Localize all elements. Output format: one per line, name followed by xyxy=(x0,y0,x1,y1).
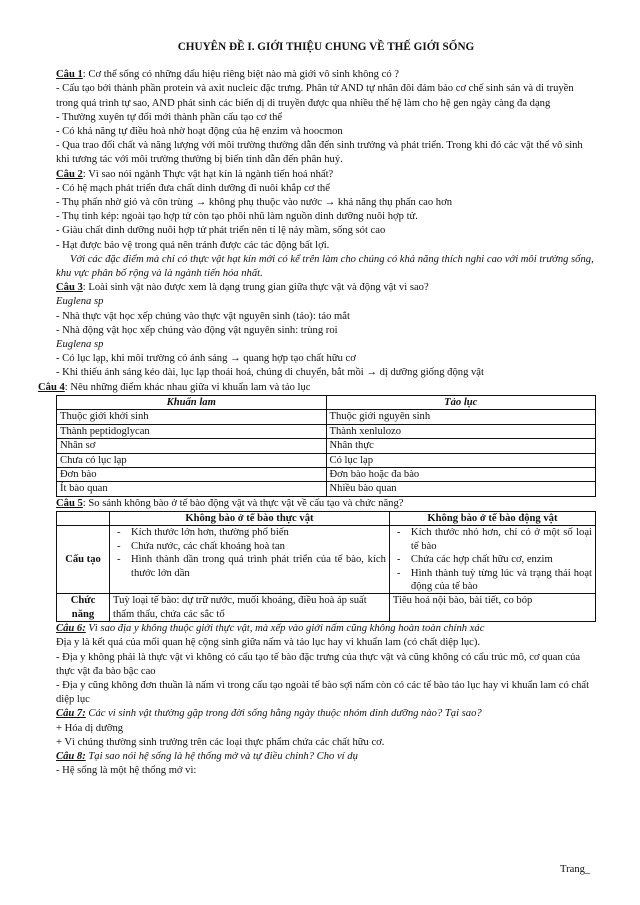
question-text: : Nêu những điểm khác nhau giữa vi khuẩn lam và tảo lục xyxy=(64,381,311,393)
question-text: : Vì sao nói ngành Thực vật hạt kín là ngành tiến hoá nhất? xyxy=(82,168,334,180)
answer-line: - Địa y cũng không đơn thuần là nấm vì trong cấu tạo ngoài tế bào sợi nấm còn có các tế bào tảo lục hay vi khuẩn lam có chất diệp lục xyxy=(56,679,590,706)
table-cell: Thành xenlulozo xyxy=(326,424,596,438)
question-label: Câu 1 xyxy=(56,69,83,81)
table-cell: Thuộc giới khởi sinh xyxy=(57,410,327,424)
answer-line: - Thụ tinh kép: ngoài tạo hợp tử còn tạo phôi nhũ làm nguồn dinh dưỡng nuôi hợp tử. xyxy=(56,211,418,223)
answer-line: + Vì chúng thường sinh trưởng trên các loại thực phẩm chứa các chất hữu cơ. xyxy=(56,736,385,748)
table-cell: Nhân sơ xyxy=(57,439,327,453)
answer-line: - Nhà động vật học xếp chúng vào động vật nguyên sinh: trùng roi xyxy=(56,324,338,336)
row-label: Cấu tạo xyxy=(57,526,110,594)
table-cell: Thuộc giới nguyên sinh xyxy=(326,410,596,424)
answer-line: - Có lục lạp, khi môi trường có ánh sáng → quang hợp tạo chất hữu cơ xyxy=(56,353,356,365)
table-row xyxy=(57,453,596,467)
answer-line: - Hạt được bảo vệ trong quả nên tránh được các tác động bất lợi. xyxy=(56,239,330,251)
question-text: Các vi sinh vật thường gặp trong đời sống hằng ngày thuộc nhóm dinh dưỡng nào? Tại sao? xyxy=(85,708,482,720)
answer-line: - Thụ phấn nhờ gió và côn trùng → không phụ thuộc vào nước → khả năng thụ phấn cao hơn xyxy=(56,197,453,209)
bullet-list xyxy=(393,526,592,593)
table-header-row xyxy=(57,511,596,525)
answer-line: - Có khả năng tự điều hoà nhờ hoạt động của hệ enzim và hoocmon xyxy=(56,126,343,138)
question-text: : Loài sinh vật nào được xem là dạng trung gian giữa thực vật và động vật vì sao? xyxy=(82,282,429,294)
page-footer: Trang_ xyxy=(560,864,591,875)
table-cell: Chưa có lục lạp xyxy=(57,453,327,467)
table-cell xyxy=(389,526,595,594)
table-cell: Nhân thực xyxy=(326,439,596,453)
comparison-table-1 xyxy=(56,395,596,497)
table-header xyxy=(57,511,110,525)
question-label: Câu 4 xyxy=(38,381,65,393)
question-3 xyxy=(56,281,596,295)
table-row xyxy=(57,410,596,424)
question-text: : Cơ thể sống có những dấu hiệu riêng biệt nào mà giới vô sinh không có ? xyxy=(82,69,399,81)
document-page xyxy=(38,40,596,778)
list-item: - Kích thước nhỏ hơn, chỉ có ở một số loại tế bào xyxy=(411,526,592,553)
table-cell: Đơn bào hoặc đa bào xyxy=(326,467,596,481)
answer-line: - Cấu tạo bởi thành phần protein và axit nucleic đặc trưng. Phân tử AND tự nhân đôi đảm bảo cơ chế sinh sản và di truyền trong quá trình tự sao, AND phát sinh các biến dị di truyền được qua nhiều thế hệ làm cho hệ gen ngày càng đa dạng xyxy=(56,83,574,109)
comparison-table-2 xyxy=(56,511,596,622)
list-item: - Chứa các hợp chất hữu cơ, enzim xyxy=(411,553,592,566)
question-7 xyxy=(56,707,596,721)
list-item: - Kích thước lớn hơn, thường phổ biến xyxy=(131,526,386,539)
answer-line: - Có hệ mạch phát triển đưa chất dinh dưỡng đi nuôi khắp cơ thể xyxy=(56,182,330,194)
species-name: Euglena sp xyxy=(56,339,104,351)
table-row xyxy=(57,424,596,438)
table-header: Không bào ở tế bào động vật xyxy=(389,511,595,525)
question-label: Câu 5 xyxy=(56,497,83,509)
answer-line: - Hệ sống là một hệ thống mở vì: xyxy=(56,765,197,777)
list-item: - Hình thành tuỳ từng lúc và trạng thái hoạt động của tế bào xyxy=(411,567,592,594)
question-5 xyxy=(56,497,596,511)
question-1 xyxy=(56,68,596,82)
question-label: Câu 7: xyxy=(56,708,86,720)
question-label: Câu 3 xyxy=(56,282,83,294)
question-text: Tại sao nói hệ sống là hệ thống mở và tự điều chỉnh? Cho ví dụ xyxy=(85,751,358,762)
table-cell: Tiêu hoá nội bào, bài tiết, co bóp xyxy=(389,594,595,622)
table-cell: Tuỳ loại tế bào: dự trữ nước, muối khoáng, điều hoà áp suất thẩm thấu, chứa các sắc tố xyxy=(110,594,390,622)
table-header-row xyxy=(57,395,596,409)
table-row xyxy=(57,482,596,496)
table-header: Không bào ở tế bào thực vật xyxy=(110,511,390,525)
list-item: - Chứa nước, các chất khoáng hoà tan xyxy=(131,540,386,553)
question-2 xyxy=(56,168,596,182)
answer-line: - Khi thiếu ánh sáng kéo dài, lục lạp thoái hoá, chúng di chuyển, bắt mồi → dị dưỡng giống động vật xyxy=(56,367,484,379)
answer-line: - Địa y không phải là thực vật vì không có cấu tạo tế bào đặc trưng của thực vật và cũng không có cấu trúc mô, cơ quan của thực vật đa bào bậc cao xyxy=(56,651,581,677)
question-4 xyxy=(38,381,596,395)
answer-line: - Giàu chất dinh dưỡng nuôi hợp tử phát triển nên tỉ lệ nảy mầm, sống sót cao xyxy=(56,225,386,237)
answer-line: - Qua trao đổi chất và năng lượng với môi trường thường dẫn đến sinh trưởng và phát triển. Trong khi đó các vật thể vô sinh khi tương tác với môi trường thường bị biến tính dẫn đến phân huỷ. xyxy=(56,140,583,166)
table-cell: Thành peptidoglycan xyxy=(57,424,327,438)
bullet-list xyxy=(113,526,386,580)
answer-line: - Nhà thực vật học xếp chúng vào thực vật nguyên sinh (tảo): tảo mắt xyxy=(56,310,350,322)
list-item: - Hình thành dần trong quá trình phát triển của tế bào, kích thước lớn dần xyxy=(131,553,386,580)
question-6 xyxy=(56,622,596,636)
answer-line: Địa y là kết quả của mối quan hệ cộng sinh giữa nấm và tảo lục hay vi khuẩn lam (có chất diệp lục). xyxy=(56,637,481,649)
row-label: Chức năng xyxy=(57,594,110,622)
question-text: : So sánh không bào ở tế bào động vật và thực vật về cấu tạo và chức năng? xyxy=(82,497,404,509)
table-cell xyxy=(110,526,390,594)
question-label: Câu 8: xyxy=(56,751,86,762)
question-label: Câu 6: xyxy=(56,623,86,635)
table-header: Khuẩn lam xyxy=(57,395,327,409)
table-cell: Đơn bào xyxy=(57,467,327,481)
answer-line: - Thường xuyên tự đổi mới thành phần cấu tạo cơ thể xyxy=(56,111,283,123)
table-cell: Ít bào quan xyxy=(57,482,327,496)
question-8 xyxy=(56,750,596,764)
answer-conclusion: Với các đặc điểm mà chỉ có thực vật hạt kín mới có kể trên làm cho chúng có khả năng thích nghi cao với môi trường sống, khu vực phân bố rộng và là ngành tiến hóa nhất. xyxy=(56,253,594,280)
answer-line: + Hóa dị dưỡng xyxy=(56,722,124,734)
table-row xyxy=(57,439,596,453)
page-title: CHUYÊN ĐỀ I. GIỚI THIỆU CHUNG VỀ THẾ GIỚI SỐNG xyxy=(177,41,475,53)
table-row xyxy=(57,467,596,481)
question-label: Câu 2 xyxy=(56,168,83,180)
table-row xyxy=(57,594,596,622)
species-name: Euglena sp xyxy=(56,296,104,308)
table-cell: Có lục lạp xyxy=(326,453,596,467)
table-row xyxy=(57,526,596,594)
table-cell: Nhiều bào quan xyxy=(326,482,596,496)
question-text: Vì sao địa y không thuộc giới thực vật, mà xếp vào giới nấm cũng không hoàn toàn chính xác xyxy=(85,623,485,635)
table-header: Tảo lục xyxy=(326,395,596,409)
